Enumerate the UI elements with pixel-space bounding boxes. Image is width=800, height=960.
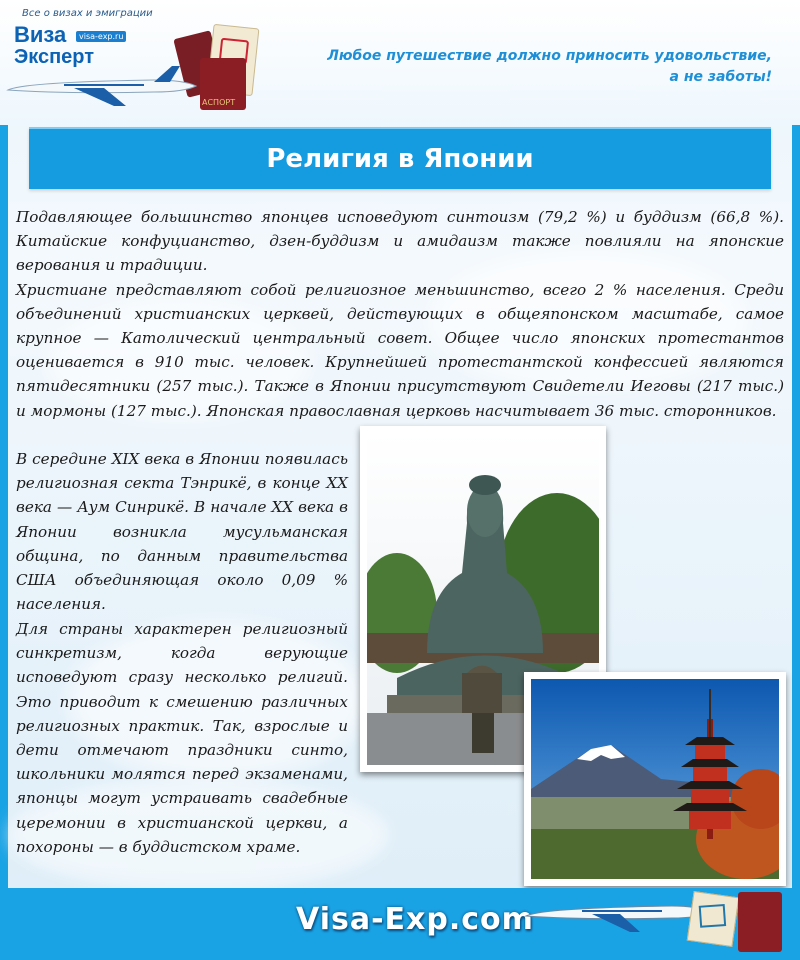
paragraph-4: Для страны характерен религиозный синкретизм, когда верующие исповедуют сразу несколько религий. Это приводит к смешению различных религиозных практик. Так, взрослые и дети отмечают праздники синто, школьники молятся перед экзаменами, японцы могут устраивать свадебные церемонии в христианской церкви, а похороны — в буддистском храме. <box>16 620 348 856</box>
paragraph-3: В середине XIX века в Японии появилась религиозная секта Тэнрикё, в конце XX века — Аум Синрикё. В начале XX века в Японии возникла мусульманская община, по данным правительства США объединяющая около 0,09 % населения. <box>16 450 348 614</box>
fuji-pagoda-image <box>531 679 779 879</box>
article-title-bar <box>29 127 771 189</box>
article-body-top <box>16 205 784 423</box>
header <box>0 0 800 125</box>
tagline-line-1: Любое путешествие должно приносить удовольствие, <box>327 48 772 64</box>
tagline <box>292 46 772 88</box>
airplane-icon <box>522 890 712 936</box>
paragraph-1: Подавляющее большинство японцев исповедуют синтоизм (79,2 %) и буддизм (66,8 %). Китайские конфуцианство, дзен-буддизм и амидаизм также повлияли на японские верования и традиции. <box>16 208 784 275</box>
logo-word-viza: Виза <box>14 22 67 47</box>
logo-url: visa-exp.ru <box>76 31 126 42</box>
logo-word-expert: Эксперт <box>14 46 95 68</box>
header-top-line: Все о визах и эмиграции <box>22 8 153 19</box>
paragraph-2: Христиане представляют собой религиозное меньшинство, всего 2 % населения. Среди объединений христианских церквей, действующих в общеяпонском масштабе, самое крупное — Католический центральный совет. Общее число японских протестантов оценивается в 910 тыс. человек. Крупнейшей протестантской конфессией являются пятидесятники (257 тыс.). Также в Японии присутствуют Свидетели Иеговы (217 тыс.) и мормоны (127 тыс.). Японская православная церковь насчитывает 36 тыс. сторонников. <box>16 280 784 420</box>
fuji-pagoda-photo <box>524 672 786 886</box>
visa-stamp-icon <box>687 891 740 947</box>
airplane-icon <box>4 60 204 110</box>
footer-site-name[interactable]: Visa-Exp.com <box>296 902 534 937</box>
article-title: Религия в Японии <box>266 144 534 174</box>
passport-label: АСПОРТ <box>202 98 236 107</box>
passport-icon <box>738 892 782 952</box>
tagline-line-2: а не заботы! <box>669 69 772 85</box>
footer <box>0 888 800 960</box>
passport-icon <box>200 58 246 110</box>
